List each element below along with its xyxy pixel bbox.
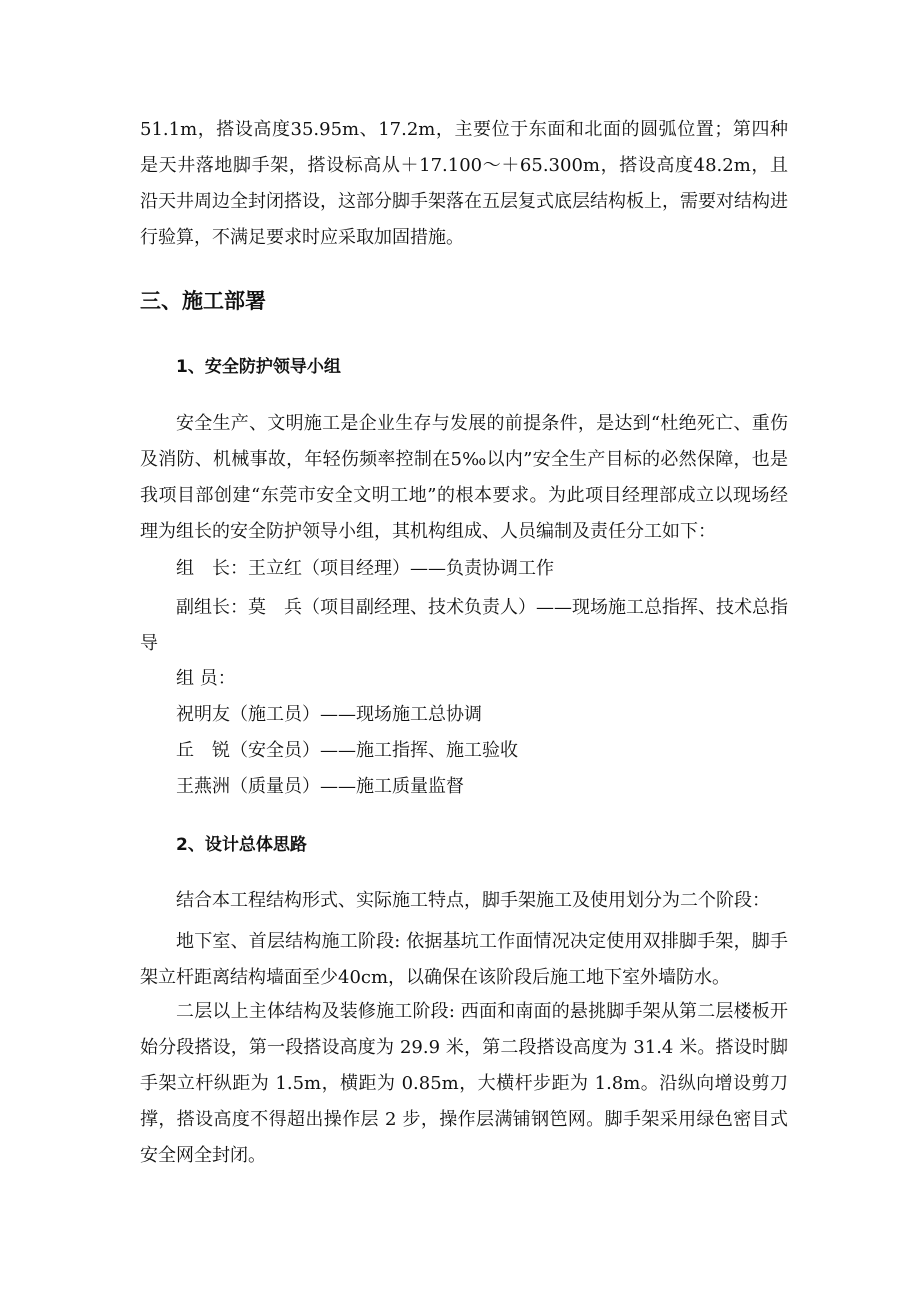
safety-paragraph: 安全生产、文明施工是企业生存与发展的前提条件，是达到“杜绝死亡、重伤及消防、机械事故，年轻伤频率控制在5‰以内”安全生产目标的必然保障，也是我项目部创建“东莞市安全文明工地”的根本要求。为此项目经理部成立以现场经理为组长的安全防护领导小组，其机构组成、人员编制及责任分工如下： bbox=[140, 413, 788, 542]
members-label: 组 员： bbox=[176, 668, 236, 689]
design-paragraph-3: 二层以上主体结构及装修施工阶段: 西面和南面的悬挑脚手架从第二层楼板开始分段搭设，第一段搭设高度为 29.9 米，第二段搭设高度为 31.4 米。搭设时脚手架立杆纵距为 1.5m，横距为 0.85m，大横杆步距为 1.8m。沿纵向增设剪刀撑，搭设高度不得超出操作层 2 步，操作层满铺钢笆网。脚手架采用绿色密目式安全网全封闭。 bbox=[140, 1001, 788, 1166]
section-title: 三、施工部署 bbox=[140, 289, 266, 313]
team-leader-line: 组 长：王立红（项目经理）——负责协调工作 bbox=[176, 558, 554, 579]
subsection-2-title: 2、设计总体思路 bbox=[176, 835, 307, 855]
member-line: 王燕洲（质量员）——施工质量监督 bbox=[176, 776, 464, 797]
design-paragraph-1: 结合本工程结构形式、实际施工特点，脚手架施工及使用划分为二个阶段： bbox=[176, 890, 770, 911]
member-line: 祝明友（施工员）——现场施工总协调 bbox=[176, 704, 482, 725]
deputy-leader-line: 副组长：莫 兵（项目副经理、技术负责人）——现场施工总指挥、技术总指导 bbox=[140, 597, 788, 654]
design-paragraph-2: 地下室、首层结构施工阶段: 依据基坑工作面情况决定使用双排脚手架，脚手架立杆距离结构墙面至少40cm，以确保在该阶段后施工地下室外墙防水。 bbox=[140, 931, 788, 988]
intro-paragraph: 51.1m，搭设高度35.95m、17.2m，主要位于东面和北面的圆弧位置；第四种是天井落地脚手架，搭设标高从＋17.100～＋65.300m，搭设高度48.2m，且沿天井周边全封闭搭设，这部分脚手架落在五层复式底层结构板上，需要对结构进行验算，不满足要求时应采取加固措施。 bbox=[140, 119, 788, 248]
member-line: 丘 锐（安全员）——施工指挥、施工验收 bbox=[176, 740, 518, 761]
subsection-1-title: 1、安全防护领导小组 bbox=[176, 357, 341, 377]
